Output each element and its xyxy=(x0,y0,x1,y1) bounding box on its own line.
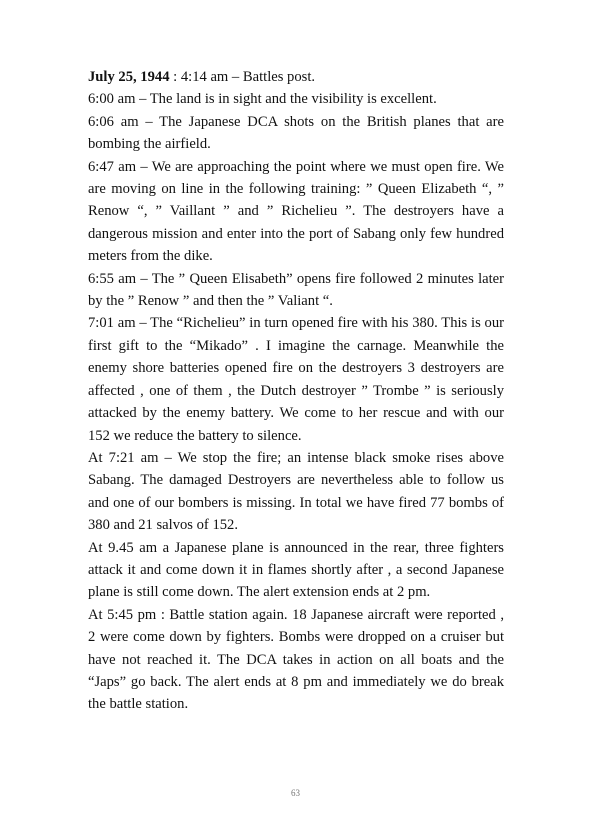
entry-header xyxy=(88,66,504,88)
entry-paragraph-0655: 6:55 am – The ” Queen Elisabeth” opens fire followed 2 minutes later by the ” Renow ” and then the ” Valiant “. xyxy=(88,270,504,310)
entry-date: July 25, 1944 xyxy=(88,69,170,85)
entry-paragraph-0600: 6:00 am – The land is in sight and the visibility is excellent. xyxy=(88,91,437,108)
entry-paragraph-0606: 6:06 am – The Japanese DCA shots on the British planes that are bombing the airfield. xyxy=(88,113,504,153)
entry-paragraph-0701: 7:01 am – The “Richelieu” in turn opened fire with his 380. This is our first gift to the “Mikado” . I imagine the carnage. Meanwhile the enemy shore batteries opened fire on the destroyers 3 destroyers are affected , one of them , the Dutch destroyer ” Trombe ” is seriously attacked by the enemy battery. We come to her rescue and with our 152 we reduce the battery to silence. xyxy=(88,315,504,444)
entry-paragraph-1745: At 5:45 pm : Battle station again. 18 Japanese aircraft were reported , 2 were come down by fighters. Bombs were dropped on a cruiser but have not reached it. The DCA takes in action on all boats and the “Japs” go back. The alert ends at 8 pm and immediately we do break the battle station. xyxy=(88,606,504,713)
entry-paragraph-0647: 6:47 am – We are approaching the point where we must open fire. We are moving on line in the following training: ” Queen Elizabeth “, ” Renow “, ” Vaillant ” and ” Richelieu ”. The destroyers have a dangerous mission and enter into the port of Sabang only few hundred meters from the dike. xyxy=(88,158,504,265)
diary-entry xyxy=(88,66,504,716)
entry-header-rest: : 4:14 am – Battles post. xyxy=(169,69,316,85)
entry-paragraph-0945: At 9.45 am a Japanese plane is announced in the rear, three fighters attack it and come down it in flames shortly after , a second Japanese plane is still come down. The alert extension ends at 2 pm. xyxy=(88,539,504,601)
page-number: 63 xyxy=(291,788,300,798)
entry-paragraph-0721: At 7:21 am – We stop the fire; an intense black smoke rises above Sabang. The damaged Destroyers are nevertheless able to follow us and one of our bombers is missing. In total we have fired 77 bombs of 380 and 21 salvos of 152. xyxy=(88,449,504,534)
